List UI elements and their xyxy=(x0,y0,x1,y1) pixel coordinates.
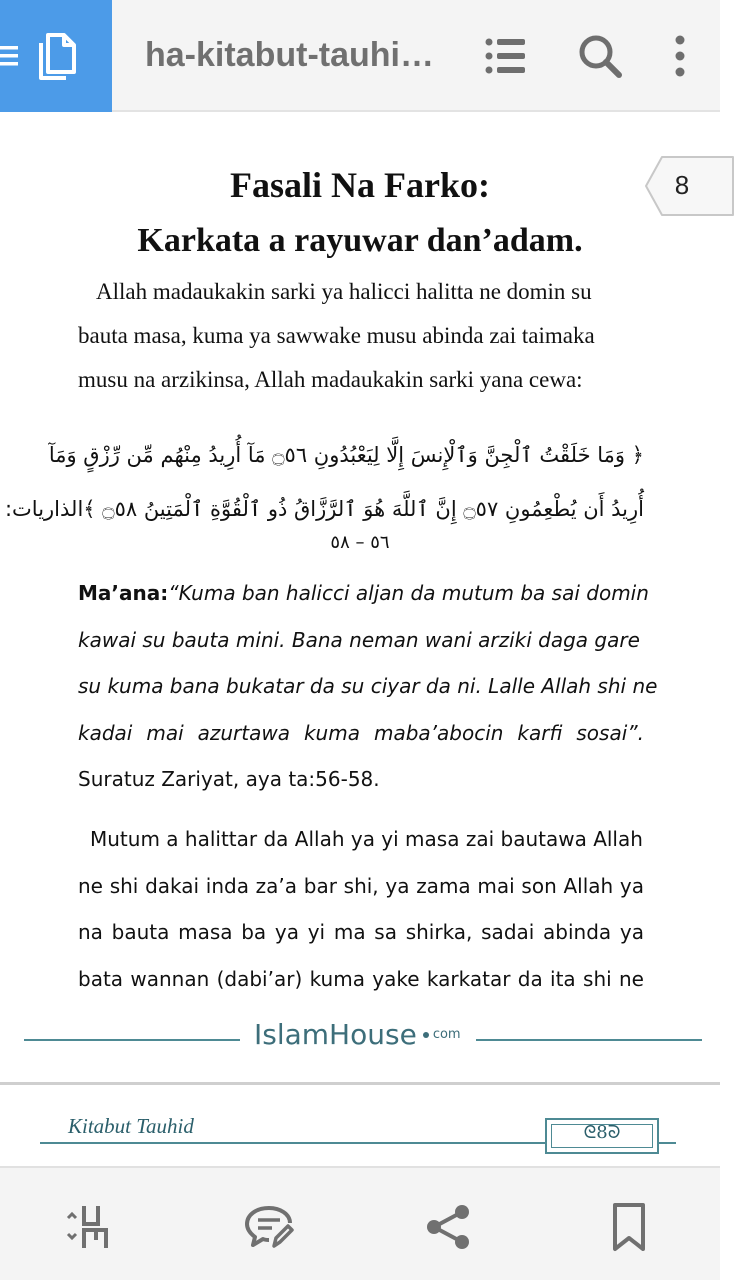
ruler-icon[interactable] xyxy=(64,1202,114,1252)
body-line: Mutum a halittar da Allah ya yi masa zai bautawa Allah xyxy=(90,827,643,851)
document-title: ha-kitabut-tauhi… xyxy=(145,36,434,74)
intro-line: bauta masa, kuma ya sawwake musu abinda zai taimaka xyxy=(78,323,595,348)
page-divider xyxy=(0,1082,720,1085)
brand-dot xyxy=(423,1032,429,1038)
brand-suffix: com xyxy=(432,1027,461,1042)
chapter-subheading: Karkata a rayuwar dan’adam. xyxy=(137,222,583,259)
body-paragraph xyxy=(78,816,644,1002)
search-icon[interactable] xyxy=(576,32,624,80)
brand-rule-right xyxy=(476,1039,702,1041)
bottom-toolbar xyxy=(0,1166,720,1280)
intro-line: Allah madaukakin sarki ya halicci halitta ne domin su xyxy=(96,279,592,304)
quran-verse-line: أُرِيدُ أَن يُطْعِمُونِ ۝٥٧ إِنَّ ٱللَّهَ هُوَ ٱلرَّزَّاقُ ذُو ٱلْقُوَّةِ ٱلْمَتِينُ ۝٥٨ ﴾الذاريات: xyxy=(4,497,644,521)
body-line: na bauta masa ba ya yi ma sa shirka, sadai abinda ya xyxy=(78,920,644,944)
bookmark-icon[interactable] xyxy=(604,1202,654,1252)
brand-rule-left xyxy=(24,1039,240,1041)
more-vert-icon[interactable] xyxy=(656,32,704,80)
body-line: ne shi dakai inda za’a bar shi, ya zama mai son Allah ya xyxy=(78,873,644,898)
menu-icon xyxy=(0,44,20,68)
meaning-paragraph xyxy=(78,570,658,803)
brand-name: IslamHouse xyxy=(254,1018,417,1051)
meaning-line: kawai su bauta mini. Bana neman wani arziki daga gare xyxy=(78,627,640,652)
intro-paragraph xyxy=(78,270,644,402)
document-icon xyxy=(36,32,78,80)
verse-reference: ٥٦ – ٥٨ xyxy=(330,532,390,553)
meaning-line: su kuma bana bukatar da su ciyar da ni. Lalle Allah shi ne xyxy=(78,674,658,698)
list-icon[interactable] xyxy=(481,32,529,80)
meaning-line: “Kuma ban halicci aljan da mutum ba sai domin xyxy=(168,581,649,605)
islamhouse-logo xyxy=(254,1018,461,1051)
quran-verse xyxy=(4,428,644,536)
page-number: 8 xyxy=(674,170,690,200)
body-line: bata wannan (dabi’ar) kuma yake karkatar da ita shi ne xyxy=(78,966,644,991)
comment-edit-icon[interactable] xyxy=(244,1202,294,1252)
intro-line: musu na arzikinsa, Allah madaukakin sarki yana cewa: xyxy=(78,367,583,392)
next-page-number: ᘓ8ᘐ xyxy=(583,1122,621,1143)
chapter-heading: Fasali Na Farko: xyxy=(230,165,490,205)
next-page-number-box xyxy=(545,1118,659,1154)
meaning-source: Suratuz Zariyat, aya ta:56-58. xyxy=(78,767,380,791)
meaning-line: kadai mai azurtawa kuma maba’abocin karfi sosai”. xyxy=(78,720,644,745)
share-icon[interactable] xyxy=(424,1202,474,1252)
next-page-header-title: Kitabut Tauhid xyxy=(68,1114,194,1138)
quran-verse-line: ﴿ وَمَا خَلَقْتُ ٱلْجِنَّ وَٱلْإِنسَ إِلَّا لِيَعْبُدُونِ ۝٥٦ مَآ أُرِيدُ مِنْهُم مِّن رِّزْقٍ وَمَآ xyxy=(48,443,644,467)
top-app-bar xyxy=(0,0,720,112)
meaning-label: Ma’ana: xyxy=(78,581,169,605)
document-menu-button[interactable] xyxy=(0,0,112,112)
